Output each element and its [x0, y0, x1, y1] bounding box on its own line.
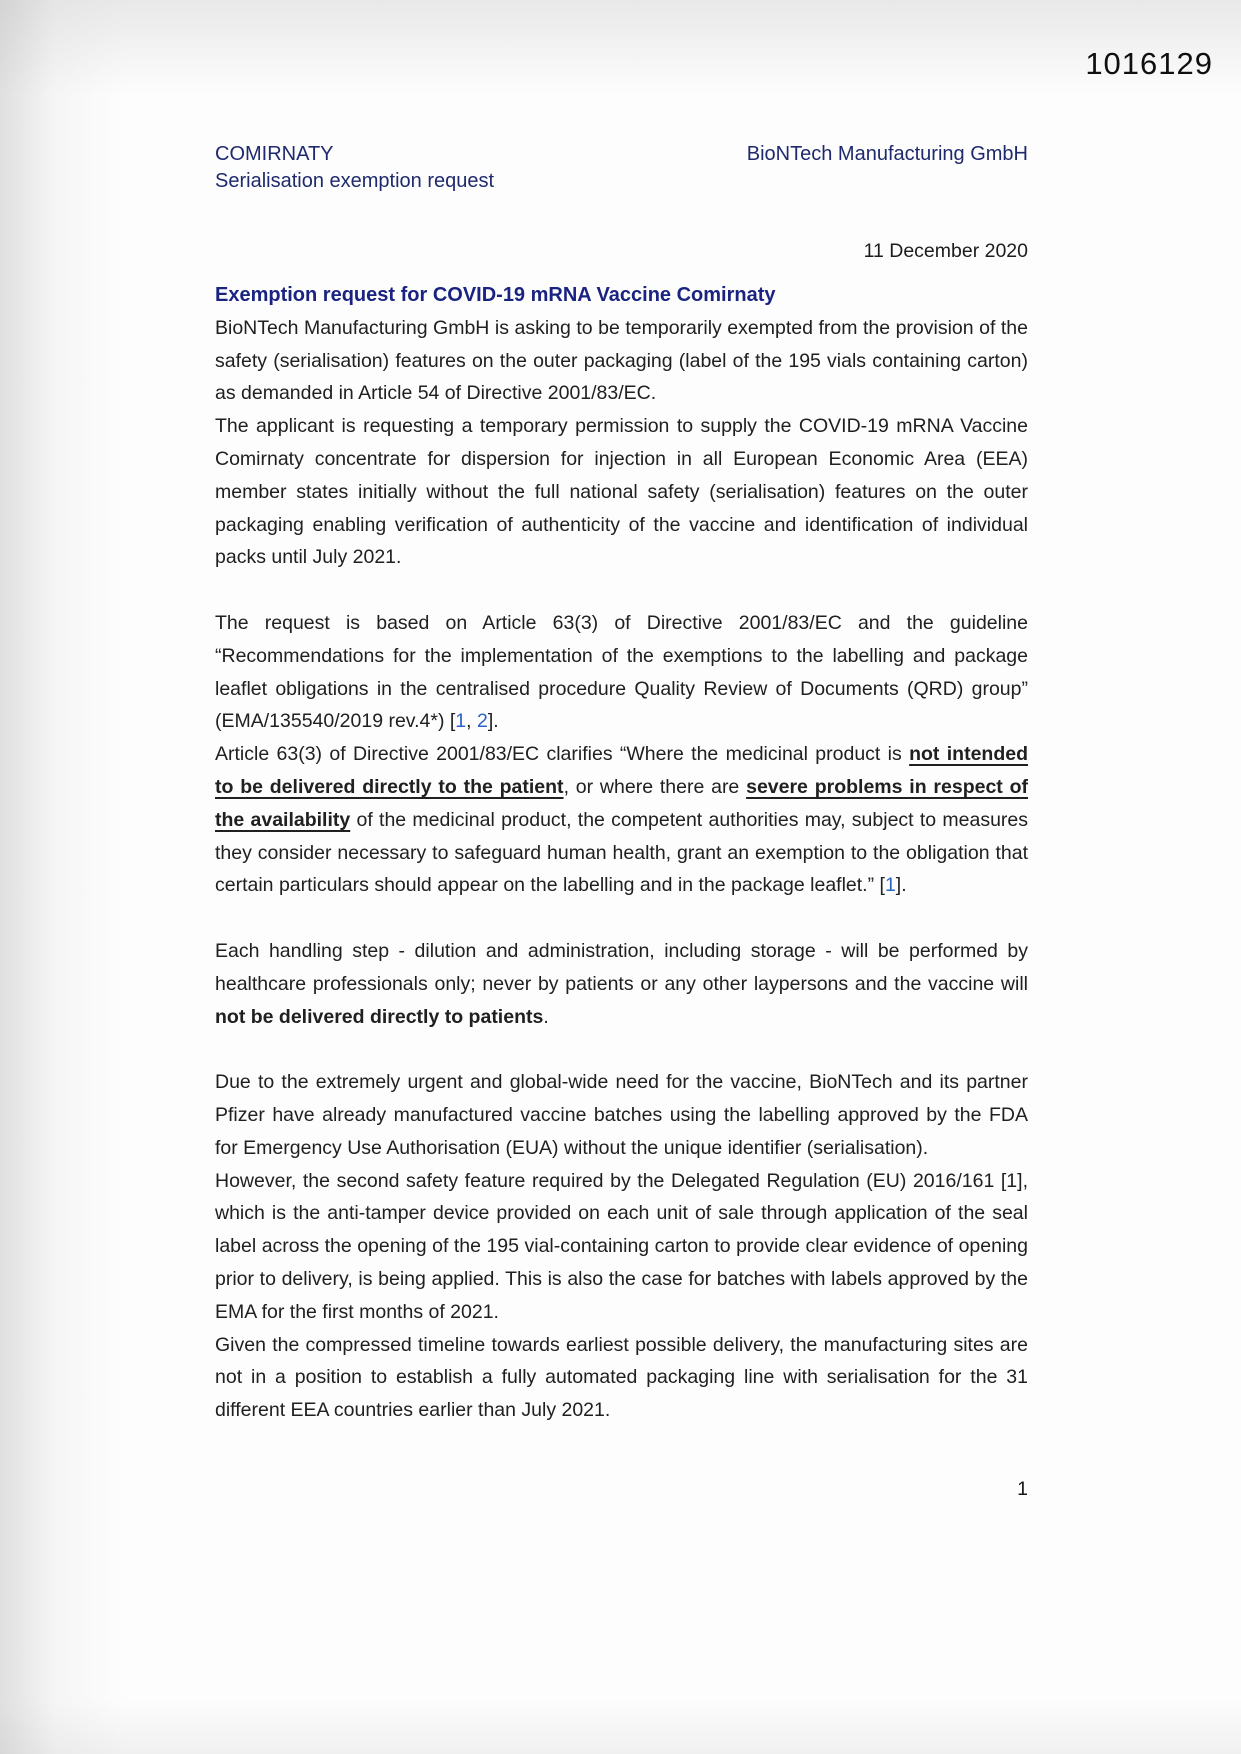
reference-link[interactable]: 1 — [455, 710, 467, 733]
body-text: Due to the extremely urgent and global-wide need for the vaccine, BioNTech and its partner Pfizer have already manufactured vaccine batches using the labelling approved by the FDA for Emergency Use Authorisation (EUA) without the unique identifier (serialisation). — [215, 1071, 1028, 1159]
document-subject: Serialisation exemption request — [215, 170, 495, 192]
body-text: of the medicinal product, the competent authorities may, subject to measures they consider necessary to safeguard human health, grant an exemption to the obligation that certain particulars should appear on the labelling and in the package leaflet.” [ — [215, 808, 1029, 897]
emphasized-text: not be delivered directly to patients — [215, 1005, 544, 1028]
letterhead-left — [215, 141, 494, 195]
paragraph — [215, 1066, 1028, 1164]
reference-link[interactable]: 1 — [884, 874, 896, 897]
body-text: . — [543, 1005, 549, 1028]
document-date: 11 December 2020 — [863, 240, 1028, 262]
page-number: 1 — [1017, 1478, 1028, 1500]
body-text: However, the second safety feature required by the Delegated Regulation (EU) 2016/161 [1], which is the anti-tamper device provided on each unit of sale through application of the seal label across the opening of the 195 vial-containing carton to provide clear evidence of opening prior to delivery, is being applied. This is also the case for batches with labels approved by the EMA for the first months of 2021. — [215, 1169, 1028, 1323]
emphasized-text: severe problems in respect of the availability — [215, 775, 1029, 831]
body-text: , or where there are — [563, 775, 747, 798]
body-text: ]. — [895, 874, 907, 897]
paragraph — [215, 410, 1028, 574]
emphasized-text: not intended to be delivered directly to the patient — [215, 743, 1029, 798]
body-text: BioNTech Manufacturing GmbH is asking to be temporarily exempted from the provision of the safety (serialisation) features on the outer packaging (label of the 195 vials containing carton) as demanded in Article 54 of Directive 2001/83/EC. — [215, 316, 1028, 405]
company-name: BioNTech Manufacturing GmbH — [746, 143, 1028, 165]
paragraph — [215, 738, 1028, 902]
document-body — [215, 312, 1028, 1427]
body-text: The request is based on Article 63(3) of Directive 2001/83/EC and the guideline “Recommendations for the implementation of the exemptions to the labelling and package leaflet obligations in the centralised procedure Quality Review of Documents (QRD) group” (EMA/135540/2019 rev.4*) [ — [215, 611, 1028, 733]
reference-link[interactable]: 2 — [476, 710, 488, 733]
body-text: , — [466, 710, 477, 733]
letterhead — [215, 141, 1028, 195]
paragraph — [215, 607, 1028, 738]
body-text: The applicant is requesting a temporary permission to supply the COVID-19 mRNA Vaccine Comirnaty concentrate for dispersion for injection in all European Economic Area (EEA) member states initially without the full national safety (serialisation) features on the outer packaging enabling verification of authenticity of the vaccine and identification of individual packs until July 2021. — [215, 415, 1028, 569]
product-name: COMIRNATY — [215, 143, 334, 165]
paragraph — [215, 1165, 1028, 1329]
body-text: Article 63(3) of Directive 2001/83/EC clarifies “Where the medicinal product is — [215, 743, 910, 766]
document-body-wrapper — [215, 279, 1028, 1427]
paragraph — [215, 1329, 1028, 1427]
paragraph — [215, 935, 1028, 1033]
body-text: Given the compressed timeline towards earliest possible delivery, the manufacturing sites are not in a position to establish a fully automated packaging line with serialisation for the 31 different EEA countries earlier than July 2021. — [215, 1333, 1028, 1422]
body-text: Each handling step - dilution and administration, including storage - will be performed by healthcare professionals only; never by patients or any other laypersons and the vaccine will — [215, 939, 1028, 995]
paragraph — [215, 312, 1028, 410]
document-title: Exemption request for COVID-19 mRNA Vaccine Comirnaty — [215, 284, 776, 306]
document-stamp-number: 1016129 — [1085, 46, 1213, 81]
body-text: ]. — [487, 710, 499, 733]
